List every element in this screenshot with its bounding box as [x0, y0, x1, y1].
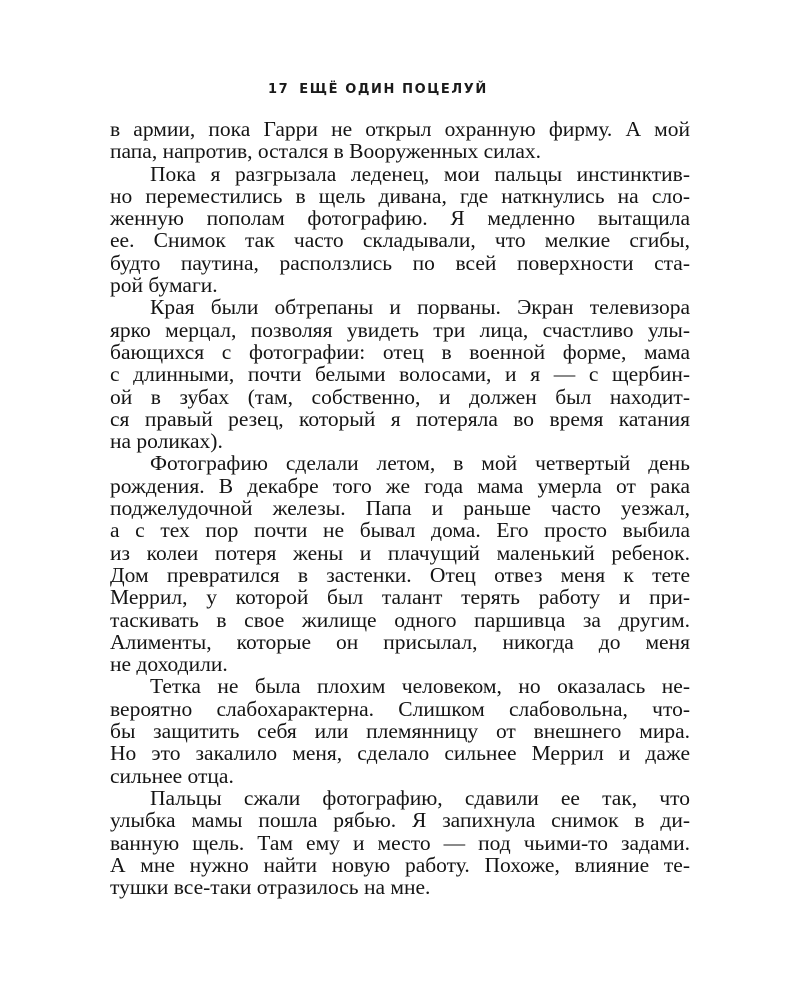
text-line: Но это закалило меня, сделало сильнее Меррил и даже: [110, 741, 690, 766]
text-line: из колеи потеря жены и плачущий маленький ребенок.: [110, 540, 690, 565]
paragraph: [110, 296, 690, 452]
text-line: на роликах).: [110, 429, 223, 454]
page-number: 17: [268, 82, 290, 97]
paragraph: [110, 787, 690, 898]
text-line: ярко мерцал, позволяя увидеть три лица, счастливо улы-: [110, 317, 690, 342]
chapter-title: ЕЩЁ ОДИН ПОЦЕЛУЙ: [299, 82, 488, 97]
paragraph: [110, 452, 690, 675]
text-line: ой в зубах (там, собственно, и должен был находит-: [110, 384, 690, 409]
text-line: а с тех пор почти не бывал дома. Его просто выбила: [110, 518, 690, 543]
paragraph: [110, 118, 690, 163]
text-line: вероятно слабохарактерна. Слишком слабовольна, что-: [110, 696, 690, 721]
body-text: [110, 118, 690, 898]
text-line: Меррил, у которой был талант терять работу и при-: [110, 585, 690, 610]
text-line: женную пополам фотографию. Я медленно вытащила: [110, 206, 690, 231]
text-line: таскивать в свое жилище одного паршивца за другим.: [110, 607, 690, 632]
text-line: Тетка не была плохим человеком, но оказалась не-: [150, 674, 690, 699]
paragraph: [110, 163, 690, 297]
text-line: тушки все-таки отразилось на мне.: [110, 875, 431, 900]
text-line: ее. Снимок так часто складывали, что мелкие сгибы,: [110, 228, 690, 253]
text-line: ванную щель. Там ему и место — под чьими-то задами.: [110, 830, 690, 855]
text-line: бающихся с фотографии: отец в военной форме, мама: [110, 339, 690, 364]
text-line: улыбка мамы пошла рябью. Я запихнула снимок в ди-: [110, 808, 690, 833]
text-line: Пальцы сжали фотографию, сдавили ее так, что: [150, 785, 690, 810]
text-line: бы защитить себя или племянницу от внешнего мира.: [110, 719, 690, 744]
text-line: сильнее отца.: [110, 763, 234, 788]
text-line: в армии, пока Гарри не открыл охранную фирму. А мой: [110, 117, 690, 141]
text-line: рождения. В декабре того же года мама умерла от рака: [110, 473, 690, 498]
text-line: но переместились в щель дивана, где наткнулись на сло-: [110, 183, 690, 208]
text-line: Дом превратился в застенки. Отец отвез меня к тете: [110, 562, 690, 587]
text-line: А мне нужно найти новую работу. Похоже, влияние те-: [110, 852, 690, 877]
text-line: рой бумаги.: [110, 273, 218, 298]
text-line: поджелудочной железы. Папа и раньше часто уезжал,: [110, 496, 690, 521]
text-line: не доходили.: [110, 652, 228, 677]
text-line: Фотографию сделали летом, в мой четвертый день: [150, 451, 690, 476]
text-line: Края были обтрепаны и порваны. Экран телевизора: [150, 295, 690, 320]
text-line: папа, напротив, остался в Вооруженных силах.: [110, 139, 542, 164]
text-line: будто паутина, расползлись по всей поверхности ста-: [110, 250, 690, 275]
paragraph: [110, 675, 690, 786]
text-line: Алименты, которые он присылал, никогда до меня: [110, 629, 690, 654]
text-line: с длинными, почти белыми волосами, и я — с щербин-: [110, 362, 690, 387]
text-line: Пока я разгрызала леденец, мои пальцы инстинктив-: [150, 161, 690, 186]
text-line: ся правый резец, который я потеряла во время катания: [110, 406, 690, 431]
running-head: [268, 82, 488, 97]
